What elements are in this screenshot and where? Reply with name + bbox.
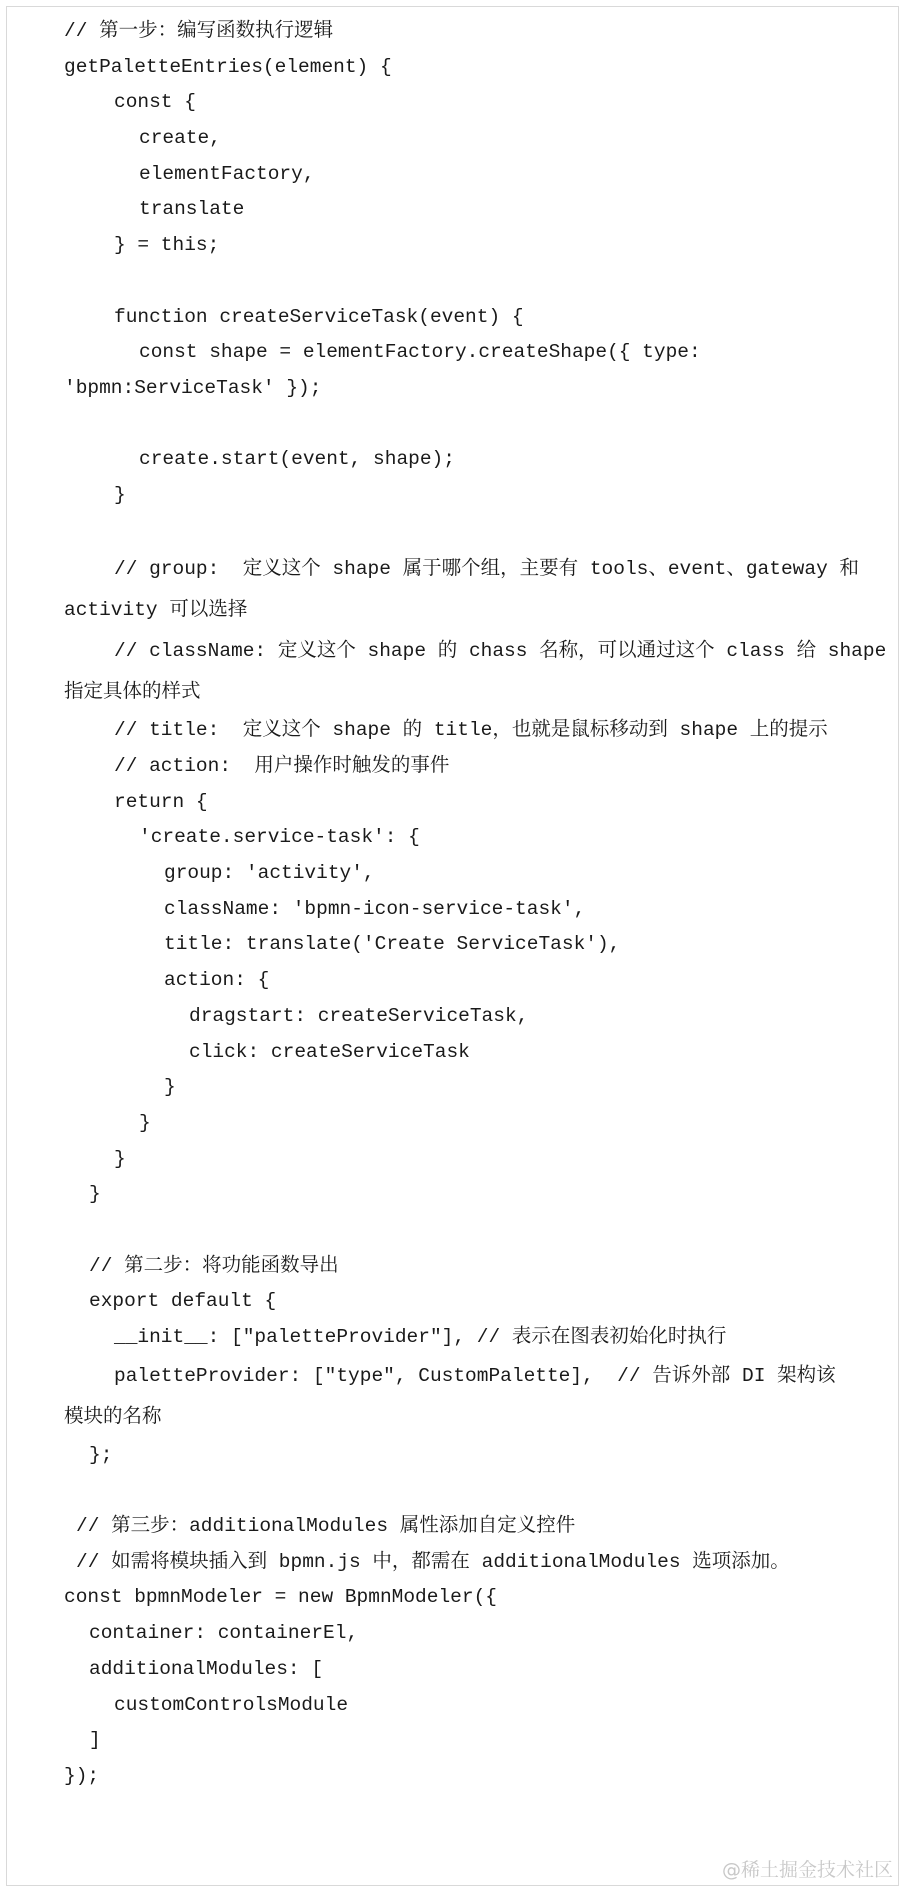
code-line-text: group: 'activity',	[164, 862, 375, 885]
code-line	[0, 1070, 905, 1106]
code-line-text: elementFactory,	[139, 162, 315, 185]
code-line	[0, 442, 905, 478]
code-line	[0, 892, 905, 928]
code-line-text: }	[164, 1076, 176, 1099]
code-line-text: function createServiceTask(event) {	[114, 305, 524, 328]
code-line	[0, 1723, 905, 1759]
code-line	[0, 300, 905, 336]
code-line-text: export default {	[89, 1290, 277, 1313]
code-line	[0, 1545, 905, 1581]
code-line-text: // 第一步：编写函数执行逻辑	[64, 20, 334, 42]
code-line	[0, 1106, 905, 1142]
code-line-text: create.start(event, shape);	[139, 448, 455, 471]
blank-line	[0, 407, 905, 443]
code-line	[0, 749, 905, 785]
code-line-text: // 第二步：将功能函数导出	[89, 1254, 339, 1277]
code-line	[0, 785, 905, 821]
code-line-text: };	[89, 1443, 113, 1466]
code-line	[0, 1616, 905, 1652]
code-line-text: });	[64, 1764, 100, 1787]
code-line-text: ]	[89, 1729, 101, 1752]
code-line-continuation: 模块的名称	[64, 1405, 162, 1428]
code-line	[0, 50, 905, 86]
code-line-text: 'create.service-task': {	[139, 826, 420, 849]
code-line-text: container: containerEl,	[89, 1622, 359, 1645]
code-line-text: paletteProvider: ["type", CustomPalette], // 告诉外部 DI 架构该	[114, 1364, 836, 1387]
blank-line	[0, 514, 905, 550]
code-line	[0, 856, 905, 892]
code-line-text: className: 'bpmn-icon-service-task',	[164, 897, 586, 920]
code-line	[0, 1035, 905, 1071]
code-line-text: // title: 定义这个 shape 的 title，也就是鼠标移动到 shape 上的提示	[114, 719, 828, 742]
code-line-text: // action: 用户操作时触发的事件	[114, 755, 450, 777]
code-line-text: }	[114, 483, 126, 506]
code-line-text: getPaletteEntries(element) {	[64, 55, 392, 78]
code-line	[0, 478, 905, 514]
code-line-text: }	[114, 1147, 126, 1170]
code-line-text: create,	[139, 127, 221, 150]
code-line-text: const shape = elementFactory.createShape({ type:	[139, 341, 701, 364]
code-line	[0, 192, 905, 228]
code-document	[0, 14, 905, 1795]
code-line	[0, 1177, 905, 1213]
code-line-text: // 第三步：additionalModules 属性添加自定义控件	[76, 1515, 576, 1538]
code-line-continuation: activity 可以选择	[64, 599, 248, 622]
code-line-text: customControlsModule	[114, 1693, 349, 1716]
code-line-text: click: createServiceTask	[189, 1040, 470, 1063]
code-line	[0, 1759, 905, 1795]
watermark: @稀土掘金技术社区	[721, 1859, 893, 1881]
code-line	[0, 1284, 905, 1320]
code-line	[0, 1580, 905, 1616]
code-line-text: dragstart: createServiceTask,	[189, 1004, 529, 1027]
code-line	[0, 927, 905, 963]
code-line-continuation: 指定具体的样式	[64, 681, 201, 704]
code-line-text: }	[89, 1183, 101, 1206]
code-line-text: // group: 定义这个 shape 属于哪个组，主要有 tools、event、gateway 和	[114, 558, 859, 581]
code-line	[0, 157, 905, 193]
code-line	[0, 1356, 905, 1438]
code-line-text: __init__: ["paletteProvider"], // 表示在图表初始化时执行	[114, 1326, 727, 1348]
code-line	[0, 228, 905, 264]
code-line	[0, 1438, 905, 1474]
blank-line	[0, 1213, 905, 1249]
code-line	[0, 820, 905, 856]
code-line	[0, 1652, 905, 1688]
code-line-text: title: translate('Create ServiceTask'),	[164, 933, 621, 956]
code-line-text: 'bpmn:ServiceTask' });	[64, 376, 322, 399]
code-line	[0, 1688, 905, 1724]
code-line	[0, 335, 905, 371]
code-line	[0, 1142, 905, 1178]
code-line-text: // 如需将模块插入到 bpmn.js 中，都需在 additionalModules 选项添加。	[76, 1550, 790, 1573]
code-line-text: action: {	[164, 969, 270, 992]
code-line	[0, 371, 905, 407]
code-line-text: }	[139, 1111, 151, 1134]
code-line	[0, 1509, 905, 1545]
code-line-text: return {	[114, 790, 208, 813]
code-line-text: translate	[139, 198, 245, 221]
code-line-text: const bpmnModeler = new BpmnModeler({	[64, 1586, 497, 1609]
code-line	[0, 963, 905, 999]
code-line-text: additionalModules: [	[89, 1657, 324, 1680]
code-line-text: } = this;	[114, 234, 220, 257]
code-line	[0, 999, 905, 1035]
code-line	[0, 1320, 905, 1356]
code-line-text: // className: 定义这个 shape 的 chass 名称，可以通过这个 class 给 shape	[114, 640, 887, 663]
code-line	[0, 14, 905, 50]
code-line	[0, 713, 905, 749]
blank-line	[0, 1473, 905, 1509]
code-line	[0, 85, 905, 121]
code-line	[0, 549, 905, 631]
code-line	[0, 631, 905, 713]
code-line	[0, 1249, 905, 1285]
code-line-text: const {	[114, 91, 196, 114]
code-line	[0, 121, 905, 157]
blank-line	[0, 264, 905, 300]
